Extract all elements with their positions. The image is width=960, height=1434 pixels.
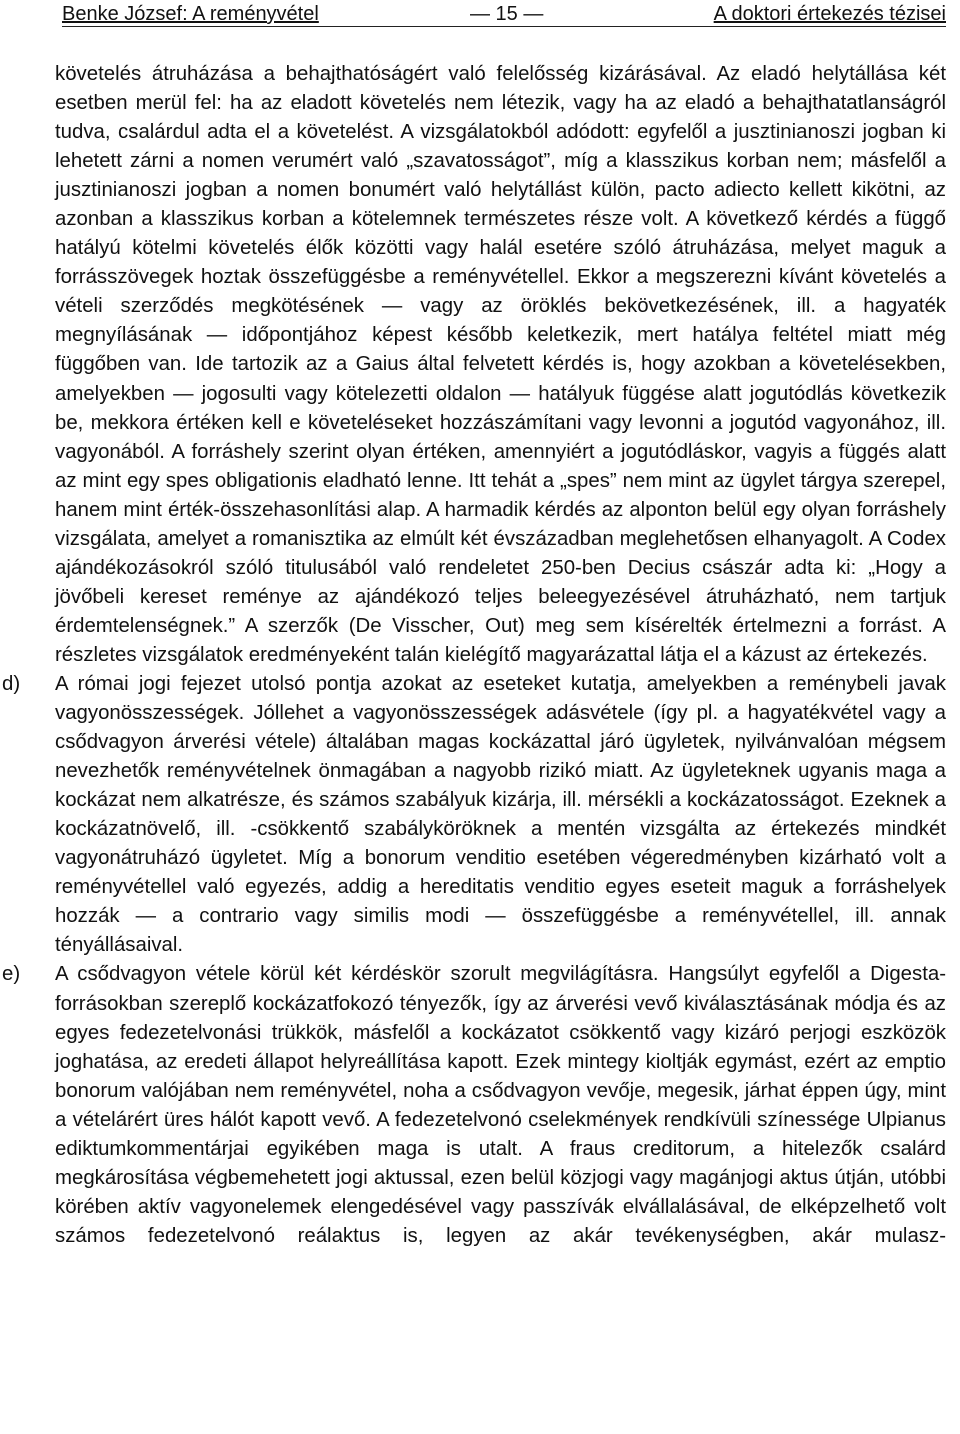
- running-header: [62, 0, 946, 27]
- list-item-text: A római jogi fejezet utolsó pontja azokat az eseteket kutatja, amelyekben a reménybeli javak vagyonösszességek. Jóllehet a vagyonösszességek adásvétele (így pl. a hagyatékvétel vagy a csődvagyon árverési vétele) általában magas kockázattal járó ügyletek, nyilvánvalóan mégsem nevezhetők reményvételnek önmagában a nagyobb rizikó miatt. Az ügyleteknek ugyanis maga a kockázat nem alkatrésze, és számos szabályuk kizárja, ill. mérsékli a kockázatosságot. Ezeknek a kockázatnövelő, ill. -csökkentő szabályköröknek a mentén vizsgálta az értekezés mindkét vagyonátruházó ügyletet. Míg a bonorum venditio esetében végeredményben kizárható volt a reményvétellel való egyezés, addig a hereditatis venditio egyes eseteit maguk a forráshelyek hozzák — a contrario vagy similis modi — összefüggésbe a reményvétellel, ill. annak tényállásaival.: [55, 672, 946, 957]
- list-item-d: [2, 670, 946, 960]
- header-document-title: A doktori értekezés tézisei: [713, 3, 946, 25]
- list-marker: e): [2, 963, 21, 986]
- header-page-number: — 15 —: [470, 3, 544, 25]
- page-body: [0, 60, 960, 1251]
- list-item-e: [2, 960, 946, 1250]
- list-item-text: A csődvagyon vétele körül két kérdéskör szorult megvilágításra. Hangsúlyt egyfelől a Digesta-forrásokban szereplő kockázatfokozó tényezők, így az árverési vevő kiválasztásának módja és az egyes fedezetelvonási trükkök, másfelől a kockázatot csökkentő vagy kizáró perjogi eszközök joghatása, az eredeti állapot helyreállítása kapott. Ezek mintegy kioltják egymást, ezért az emptio bonorum valójában nem reményvétel, noha a csődvagyon vevője, megesik, járhat éppen úgy, mint a vételárért üres hálót kapott vevő. A fedezetelvonó cselekmények rendkívüli színessége Ulpianus ediktumkommentárjai egyikében maga is utalt. A fraus creditorum, a hitelezők csalárd megkárosítása végbemehetett jogi aktussal, ezen belül közjogi vagy magánjogi aktus útján, utóbbi körében aktív vagyonelemek elengedésével vagy passzívák elvállalásával, de elképzelhető volt számos fedezetelvonó reálaktus is, legyen az akár tevékenységben, akár mulasz-: [55, 963, 946, 1247]
- body-paragraph: követelés átruházása a behajthatóságért való felelősség kizárásával. Az eladó helytállása két esetben merül fel: ha az eladott követelés nem létezik, vagy ha az eladó a behajthatatlanságról tudva, csalárdul adta el a követelést. A vizsgálatokból adódott: egyfelől a jusztinianoszi jogban ki lehetett zárni a nomen verumért való „szavatosságot”, míg a klasszikus korban nem; másfelől a jusztinianoszi jogban a nomen bonumért való helytállást külön, pacto adiecto kellett kikötni, az azonban a klasszikus korban a kötelemnek természetes része volt. A következő kérdés a függő hatályú kötelmi követelés élők közötti vagy halál esetére szóló átruházása, melyet maguk a forrásszövegek hoztak összefüggésbe a reményvétellel. Ekkor a megszerezni kívánt követelés a vételi szerződés megkötésének — vagy az öröklés bekövetkezésének, ill. a hagyaték megnyílásának — időpontjához képest később keletkezik, mert hatálya feltétel miatt még függőben van. Ide tartozik az a Gaius által felvetett kérdés is, hogy azokban a követelésekben, amelyekben — jogosulti vagy kötelezetti oldalon — hatályuk függése alatt jogutódlás következik be, mekkora értéken kell e követeléseket hozzászámítani vagy levonni a jogutód vagyonához, ill. vagyonából. A forráshely szerint olyan értéken, amennyiért a jogutódláskor, vagyis a függés alatt az mint egy spes obligationis eladható lenne. Itt tehát a „spes” nem mint az ügylet tárgya szerepel, hanem mint érték-összehasonlítási alap. A harmadik kérdés az alponton belül egy olyan forráshely vizsgálata, amelyet a romanisztika az elmúlt két évszázadban meglehetősen elhanyagolt. A Codex ajándékozásokról szóló titulusából való rendeletet 250-ben Decius császár adta ki: „Hogy a jövőbeli kereset reménye az ajándékozó teljes beleegyezésével átruházható, nem tartjuk érdemtelenségnek.” A szerzők (De Visscher, Out) meg sem kísérelték értelmezni a forrást. A részletes vizsgálatok eredményeként talán kielégítő magyarázattal látja el a kázust az értekezés.: [55, 63, 946, 666]
- header-author-title: Benke József: A reményvétel: [62, 3, 319, 25]
- list-marker: d): [2, 672, 21, 695]
